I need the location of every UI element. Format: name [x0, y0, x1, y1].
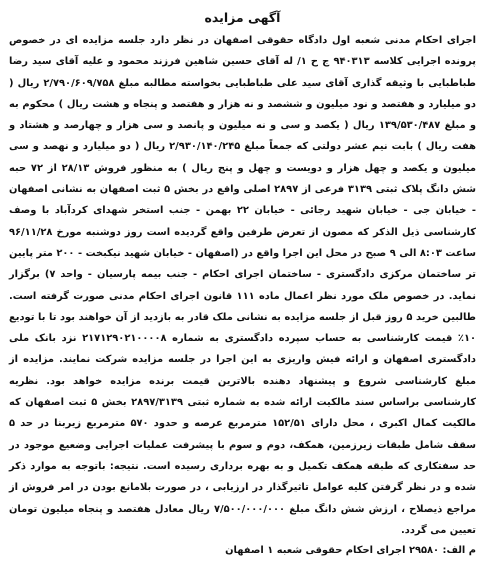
notice-body: اجرای احکام مدنی شعبه اول دادگاه حقوقی اصفهان در نظر دارد جلسه مزایده ای در خصوص پرونده اجرایی کلاسه ۹۴۰۳۱۳ ج ح ۱/ له آقای حسین شاهین فرزند محمود و علیه آقای سید رضا طباطبایی با وثیقه گذاری آقای سید علی طباطبایی بخواسته مطالبه مبلغ ۲/۷۹۰/۶۰۹/۷۵۸ ریال ( دو میلیارد و هفتصد و نود میلیون و ششصد و نه هزار و هفتصد و پنجاه و هشت ریال ) محکوم به و مبلغ ۱۳۹/۵۳۰/۴۸۷ ریال ( یکصد و سی و نه میلیون و پانصد و سی هزار و چهارصد و هشتاد و هفت ریال ) بابت نیم عشر دولتی که جمعاً مبلغ ۲/۹۳۰/۱۴۰/۲۴۵ ریال ( دو میلیارد و نهصد و سی میلیون و یکصد و چهل هزار و دویست و چهل و پنج ریال ) به منظور فروش ۲۸/۱۳ از ۷۲ حبه شش دانگ پلاک ثبتی ۳۱۳۹ فرعی از ۲۸۹۷ اصلی واقع در بخش ۵ ثبت اصفهان به نشانی اصفهان - خیابان جی - خیابان شهید رجائی - خیابان ۲۲ بهمن - جنب استخر شهدای کردآباد با وصف کارشناسی ذیل الذکر که مصون از تعرض طرفین واقع گردیده است روز دوشنبه مورخ ۹۶/۱۱/۲۸ ساعت ۸:۰۳ الی ۹ صبح در محل این اجرا واقع در (اصفهان - خیابان شهید نیکبخت - ۲۰۰ متر پایین تر ساختمان مرکزی دادگستری - ساختمان اجرای احکام - جنب بیمه پارسیان - واحد ۷) برگزار نماید. در خصوص ملک مورد نظر اعمال ماده ۱۱۱ قانون اجرای احکام مدنی صورت گرفته است. طالبین خرید ۵ روز قبل از جلسه مزایده به نشانی ملک قادر به بازدید از آن خواهند بود تا با تودیع ۱۰٪ قیمت کارشناسی به حساب سپرده دادگستری به شماره ۲۱۷۱۲۹۰۲۱۰۰۰۰۸ نزد بانک ملی دادگستری اصفهان و ارائه فیش واریزی به این اجرا در جلسه مزایده شرکت نمایند. مزایده از مبلغ کارشناسی شروع و پیشنهاد دهنده بالاترین قیمت برنده مزایده خواهد بود. نظریه کارشناسی براساس سند مالکیت ارائه شده به شماره ثبتی ۲۸۹۷/۳۱۳۹ بخش ۵ ثبت اصفهان که مالکیت کمال اکبری ، محل دارای ۱۵۲/۵۱ مترمربع عرصه و حدود ۵۷۰ مترمربع زیربنا در حد ۵ سقف شامل طبقات زیرزمین، همکف، دوم و سوم با پیشرفت عملیات اجرایی وضعیع موجود در حد سفتکاری که طبقه همکف تکمیل و به بهره برداری رسیده است. نتیجه: باتوجه به موارد ذکر شده و در نظر گرفتن کلیه عوامل تاثیرگذار در ارزیابی ، در صورت بلامانع بودن در امر فروش از مراجع ذیصلاح ، ارزش شش دانگ مبلغ ۷/۵۰۰/۰۰۰/۰۰۰ ریال معادل هفتصد و پنجاه میلیون تومان تعیین می گردد.	[9, 35, 477, 536]
notice-title: آگهی مزایده	[204, 10, 281, 25]
notice-footer: م الف: ۲۹۵۸۰ اجرای احکام حقوقی شعبه ۱ اصفهان	[225, 545, 476, 557]
